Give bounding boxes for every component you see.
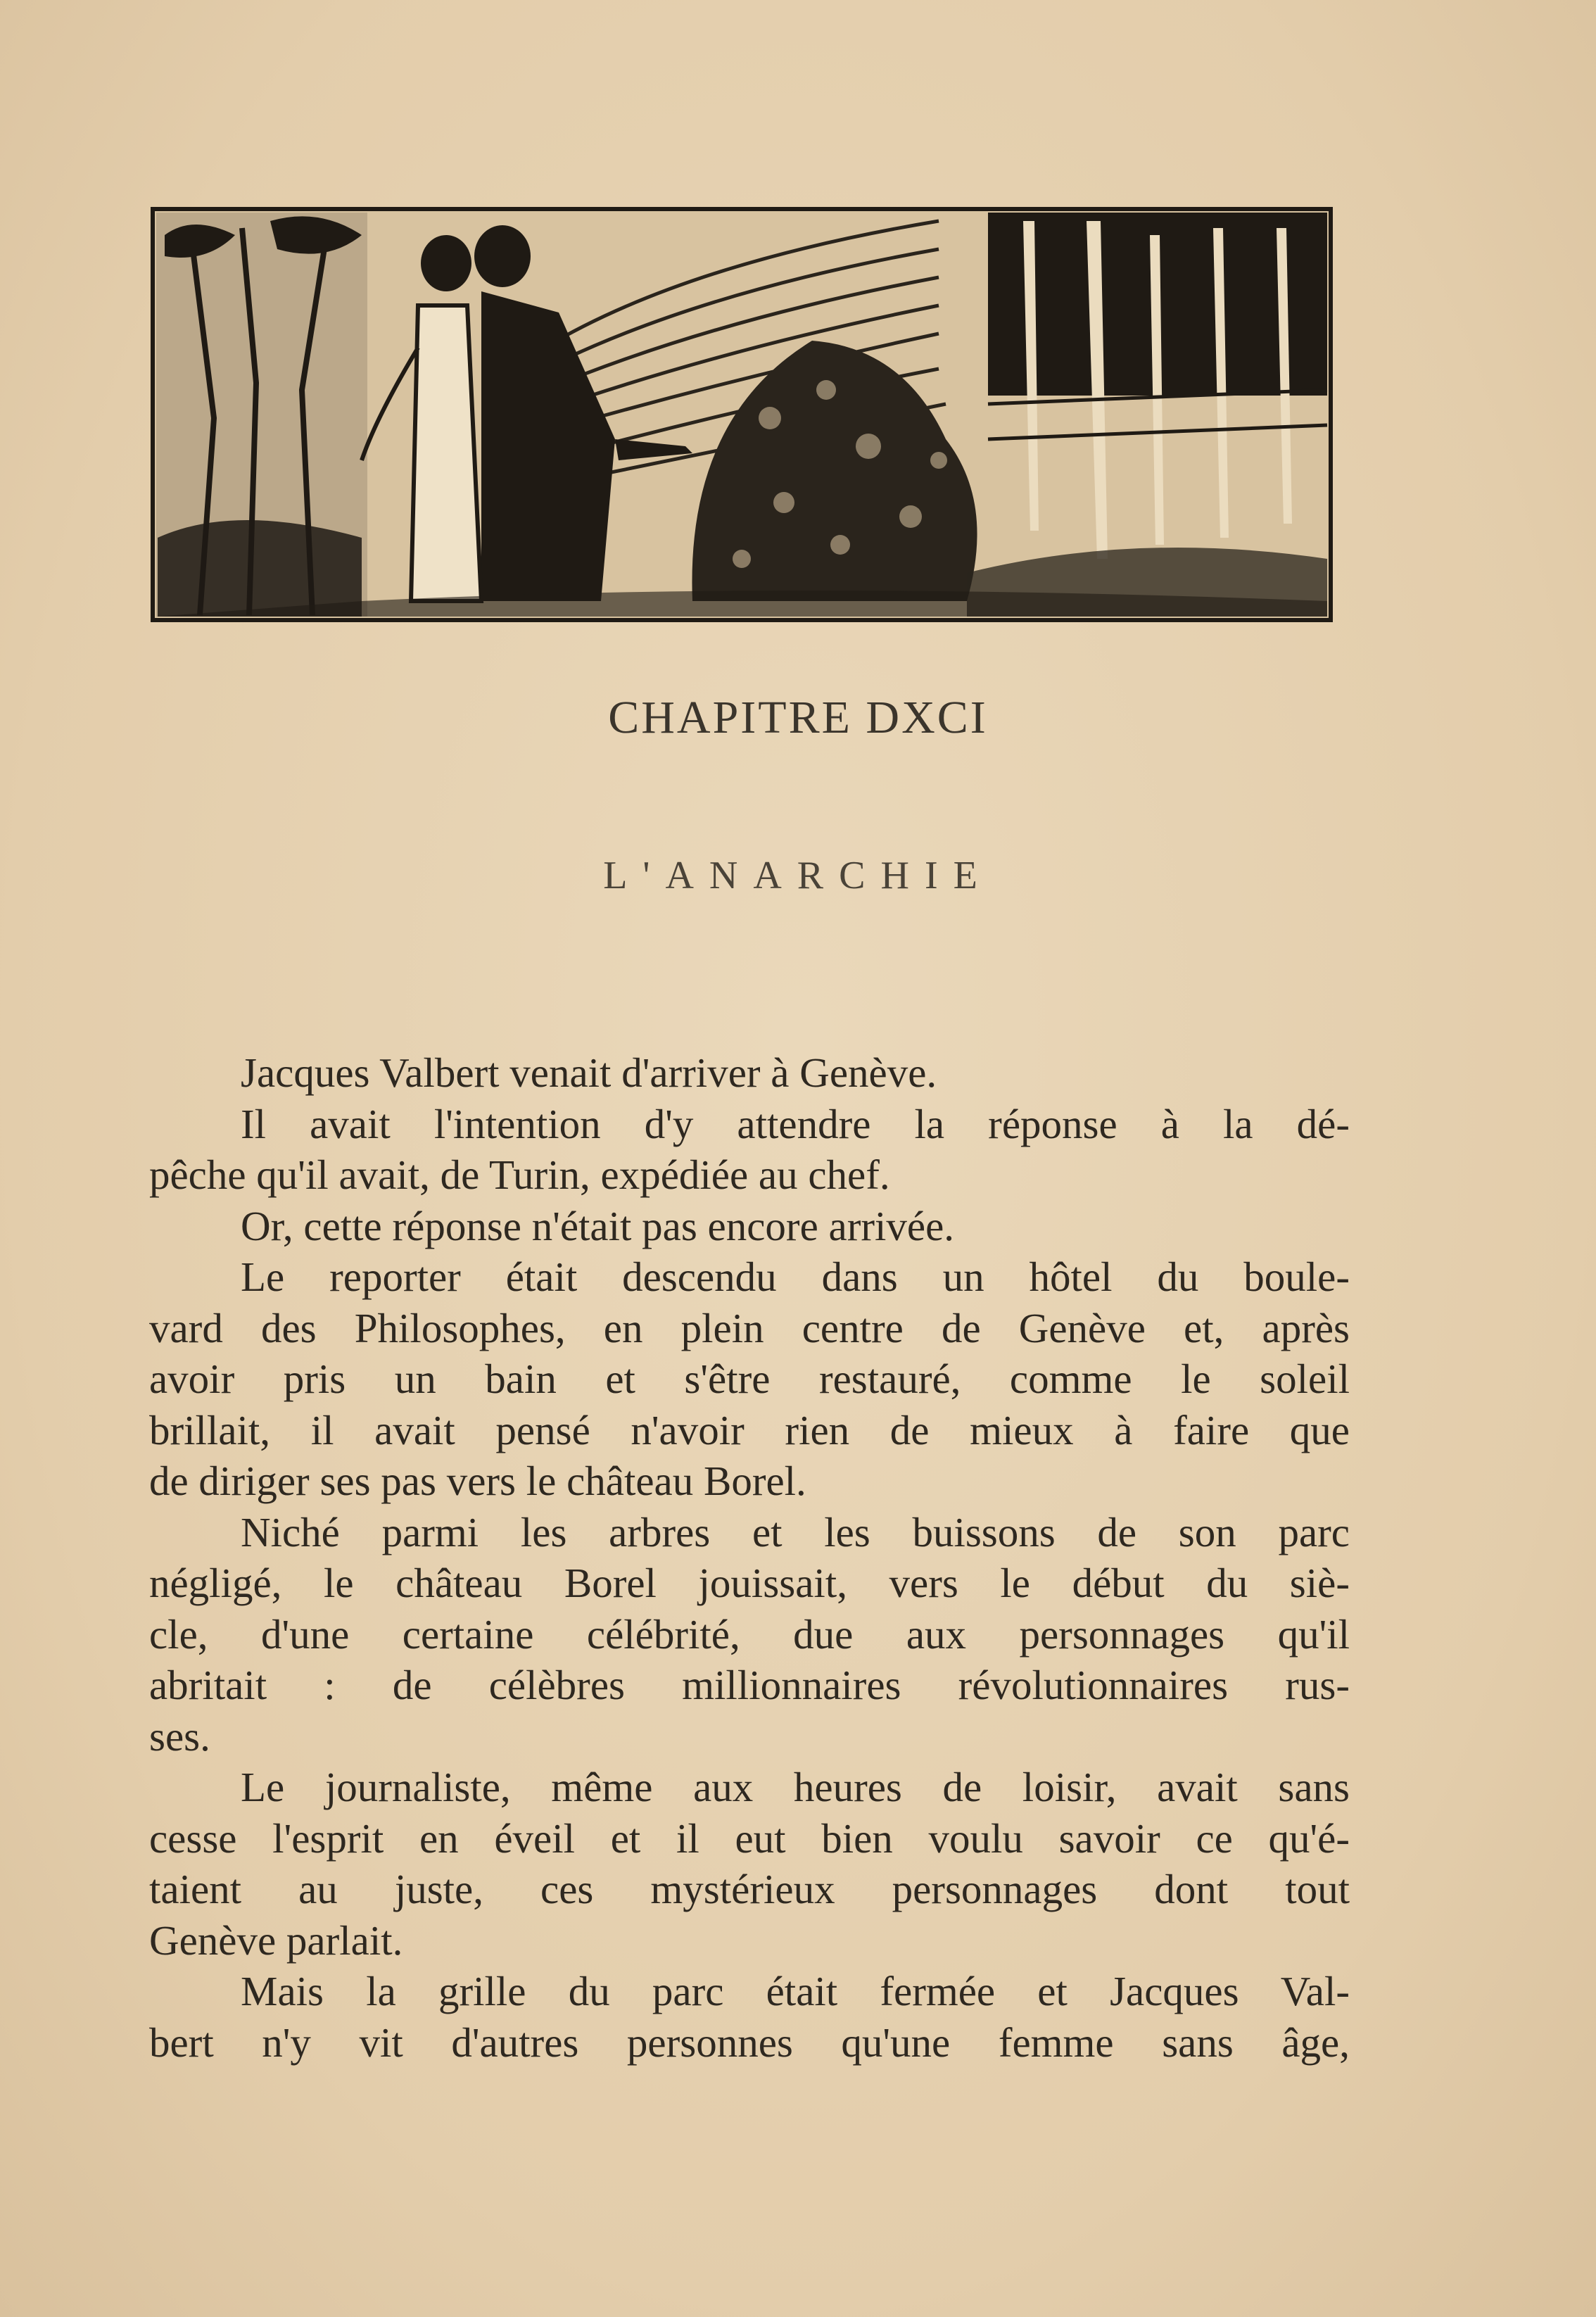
text-line: Le journaliste, même aux heures de loisir, avait sans	[241, 1764, 1350, 1810]
text-line: cle, d'une certaine célébrité, due aux personnages qu'il	[149, 1610, 1350, 1658]
text-line: Genève parlait.	[149, 1917, 403, 1964]
text-line: taient au juste, ces mystérieux personnages dont tout	[149, 1866, 1350, 1912]
text-line: Mais la grille du parc était fermée et Jacques Val-	[241, 1968, 1350, 2014]
text-line: avoir pris un bain et s'être restauré, comme le soleil	[149, 1356, 1350, 1402]
text-line: négligé, le château Borel jouissait, vers le début du siè-	[149, 1560, 1350, 1606]
text-line: Jacques Valbert venait d'arriver à Genève.	[241, 1049, 937, 1096]
text-line: pêche qu'il avait, de Turin, expédiée au chef.	[149, 1151, 890, 1198]
chapter-title: L'ANARCHIE	[603, 854, 993, 897]
text-line: abritait : de célèbres millionnaires révolutionnaires rus-	[149, 1662, 1350, 1708]
chapter-body	[149, 1047, 1350, 2068]
text-line: Or, cette réponse n'était pas encore arrivée.	[241, 1202, 955, 1249]
text-line: Il avait l'intention d'y attendre la réponse à la dé-	[241, 1100, 1350, 1147]
text-line: Niché parmi les arbres et les buissons de son parc	[241, 1508, 1350, 1555]
engraving-couple-in-park-icon	[151, 207, 1333, 622]
text-line: ses.	[149, 1712, 210, 1760]
text-line: bert n'y vit d'autres personnes qu'une femme sans âge,	[149, 2019, 1350, 2066]
text-line: vard des Philosophes, en plein centre de Genève et, après	[149, 1304, 1350, 1351]
text-line: de diriger ses pas vers le château Borel.	[149, 1458, 806, 1504]
text-line: brillait, il avait pensé n'avoir rien de mieux à faire que	[149, 1406, 1350, 1453]
text-line: cesse l'esprit en éveil et il eut bien voulu savoir ce qu'é-	[149, 1814, 1350, 1862]
chapter-number: CHAPITRE DXCI	[608, 692, 988, 743]
text-line: Le reporter était descendu dans un hôtel du boule-	[241, 1254, 1350, 1300]
